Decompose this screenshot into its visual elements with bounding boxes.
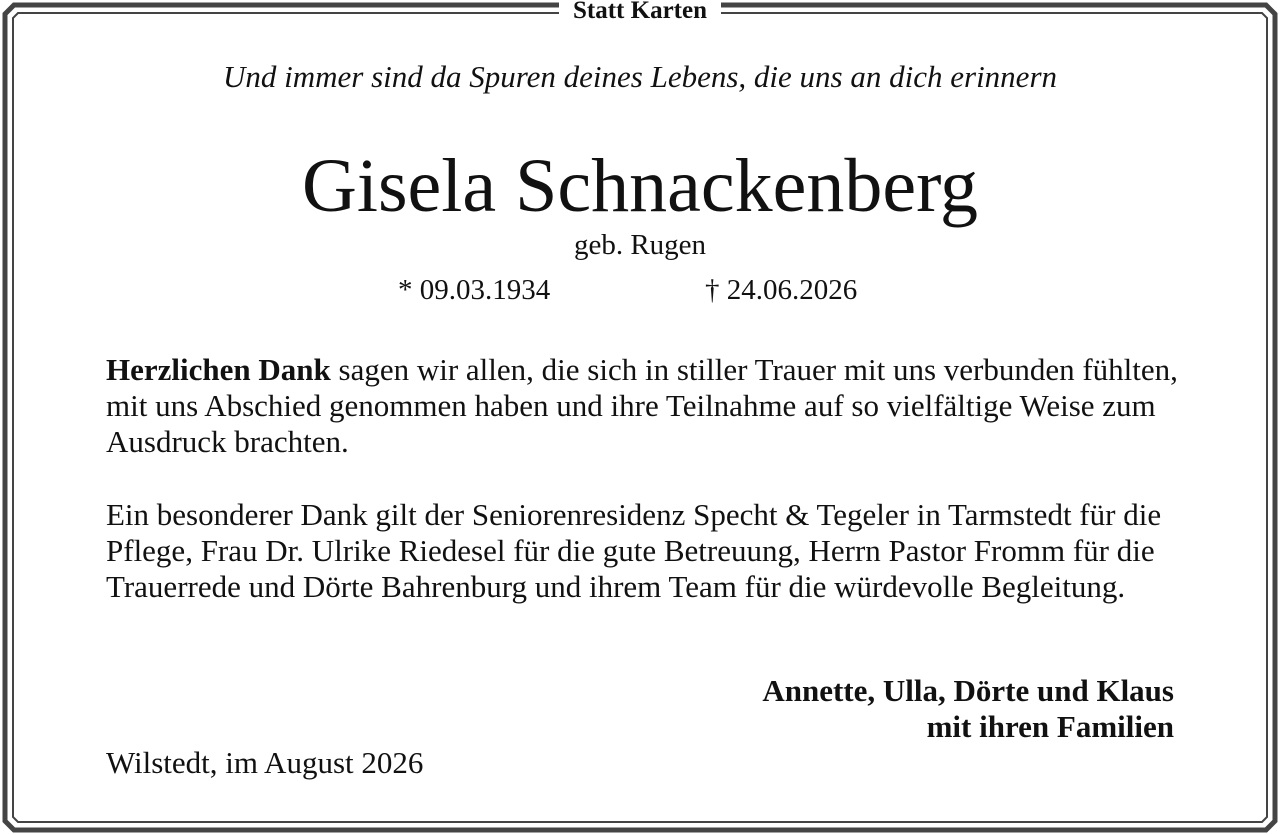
maiden-name: geb. Rugen bbox=[573, 229, 707, 261]
thanks-paragraph bbox=[106, 352, 1196, 460]
thanks-heading: Herzlichen Dank bbox=[106, 352, 331, 387]
life-dates bbox=[0, 271, 1280, 309]
motto: Und immer sind da Spuren deines Lebens, die uns an dich erinnern bbox=[222, 59, 1058, 94]
signature-block bbox=[762, 673, 1174, 745]
header-label bbox=[0, 0, 1280, 26]
signature-names: Annette, Ulla, Dörte und Klaus bbox=[762, 673, 1174, 708]
signature-families: mit ihren Familien bbox=[926, 709, 1174, 744]
deceased-name: Gisela Schnackenberg bbox=[301, 144, 979, 228]
special-thanks-paragraph: Ein besonderer Dank gilt der Seniorenresidenz Specht & Tegeler in Tarmstedt für die Pflege, Frau Dr. Ulrike Riedesel für die gute Betreuung, Herrn Pastor Fromm für die Trauerrede und Dörte Bahrenburg und ihrem Team für die würdevolle Begleitung. bbox=[106, 497, 1162, 604]
thanks-text: sagen wir allen, die sich in stiller Trauer mit uns verbunden fühlten, mit uns Abschied genommen haben und ihre Teilnahme auf so vielfältige Weise zum Ausdruck brachten. bbox=[106, 352, 1178, 459]
header-label-text: Statt Karten bbox=[559, 0, 721, 24]
birth-date: * 09.03.1934 bbox=[398, 274, 551, 306]
place-date: Wilstedt, im August 2026 bbox=[106, 745, 424, 780]
death-date: † 24.06.2026 bbox=[705, 274, 858, 306]
